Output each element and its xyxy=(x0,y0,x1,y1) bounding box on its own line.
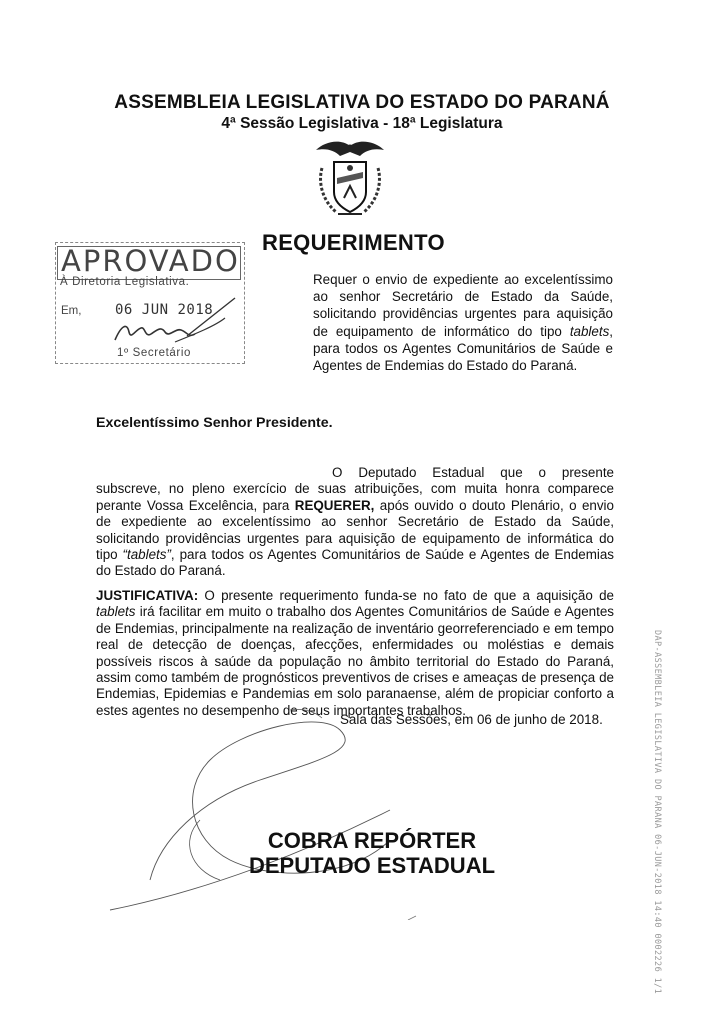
stamp-date: 06 JUN 2018 xyxy=(115,302,214,318)
protocol-stamp-text: DAP-ASSEMBLEIA LEGISLATIVA DO PARANA 06-JUN-2018 14:40 0002226 1/1 xyxy=(652,630,662,995)
document-summary: Requer o envio de expediente ao excelentíssimo ao senhor Secretário de Estado da Saúde, solicitando providências urgentes para aquisição de equipamento de informático do tipo tablets, para todos os Agentes Comunitários de Saúde e Agentes de Endemias do Estado do Paraná. xyxy=(313,272,613,374)
stamp-role: 1º Secretário xyxy=(117,347,192,359)
stamp-title: APROVADO xyxy=(61,244,240,278)
stamp-em-label: Em, xyxy=(61,305,82,317)
place-and-date: Sala das Sessões, em 06 de junho de 2018. xyxy=(340,712,603,727)
deputy-signature-icon xyxy=(90,690,610,920)
salutation: Excelentíssimo Senhor Presidente. xyxy=(96,415,333,431)
stamp-subtitle: À Diretoria Legislativa. xyxy=(60,276,190,288)
approval-stamp xyxy=(55,242,245,370)
protocol-stamp xyxy=(648,630,664,995)
signer-name: COBRA REPÓRTER xyxy=(267,828,477,853)
coat-of-arms-icon xyxy=(310,138,390,220)
justification-paragraph: JUSTIFICATIVA: O presente requerimento funda-se no fato de que a aquisição de tablets irá facilitar em muito o trabalho dos Agentes Comunitários de Saúde e Agentes de Endemias, principalmente na realização de inventário georreferenciado e em tempo real de detecção de doenças, afecções, enfermidades ou moléstias e demais possíveis riscos à saúde da população no âmbito territorial do Estado do Paraná, assim como também de prognósticos preventivos de crises e ameaças de presença de Endemias, Epidemias e Pandemias em solo paranaense, além de propiciar conforto a estes agentes no desempenho de seus importantes trabalhos. xyxy=(96,588,614,718)
document-title: REQUERIMENTO xyxy=(262,230,445,255)
session-subheader: 4ª Sessão Legislativa - 18ª Legislatura xyxy=(221,115,503,132)
secretary-signature-icon xyxy=(75,296,245,352)
institution-header: ASSEMBLEIA LEGISLATIVA DO ESTADO DO PARANÁ xyxy=(114,92,610,113)
signer-role: DEPUTADO ESTADUAL xyxy=(248,853,496,878)
request-paragraph: O Deputado Estadual que o presente subscreve, no pleno exercício de suas atribuições, com muita honra comparece perante Vossa Excelência, para REQUERER, após ouvido o douto Plenário, o envio de expediente ao excelentíssimo ao senhor Secretário de Estado da Saúde, solicitando providências urgentes para aquisição de equipamento de informática do tipo “tablets”, para todos os Agentes Comunitários de Saúde e Agentes de Endemias do Estado do Paraná. xyxy=(96,465,614,579)
